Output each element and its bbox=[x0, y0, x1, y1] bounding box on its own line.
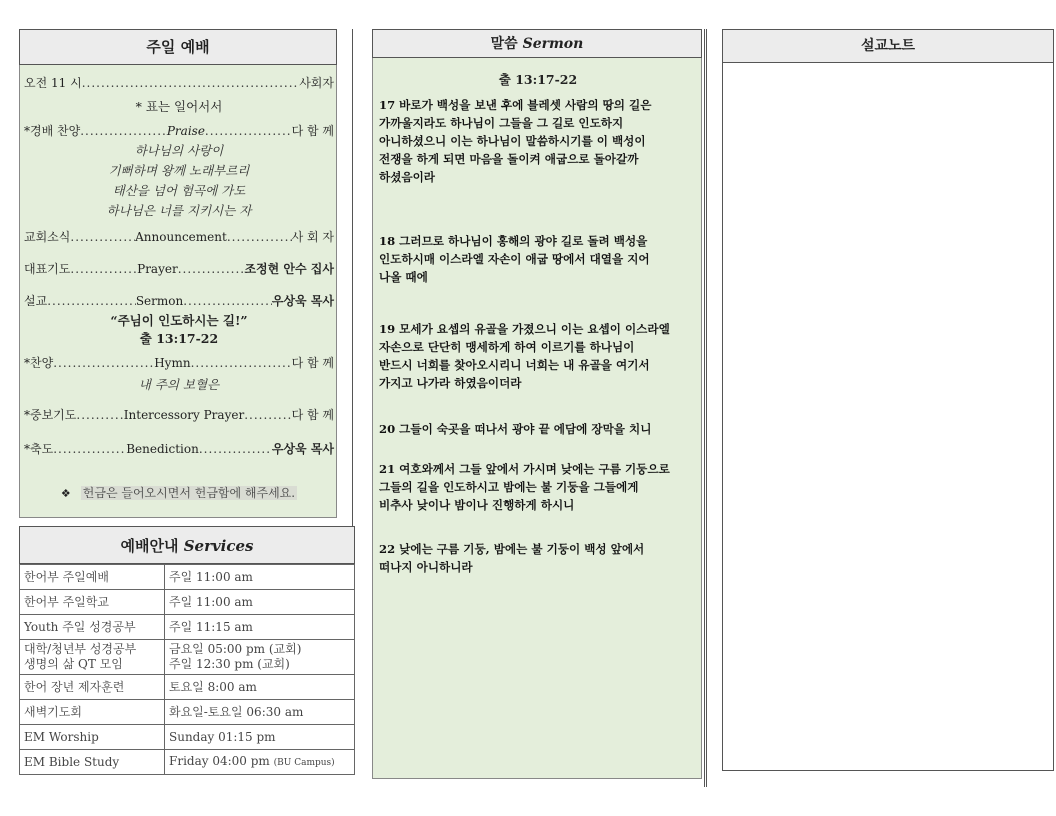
order-item-announcement bbox=[24, 225, 334, 245]
order-item-english: Praise bbox=[166, 124, 205, 138]
sermon-header bbox=[372, 29, 702, 58]
verse-line: 자손으로 단단히 맹세하게 하여 이르기를 하나님이 bbox=[379, 340, 635, 354]
leader-dots bbox=[76, 407, 123, 423]
verse-line: 반드시 너희를 찾아오시리니 너희는 내 유골을 여기서 bbox=[379, 358, 650, 372]
order-item-hymn bbox=[24, 351, 334, 371]
leader-dots bbox=[244, 407, 291, 423]
verse-line: 나올 때에 bbox=[379, 270, 428, 284]
service-time: 주일 11:00 am bbox=[165, 565, 355, 590]
service-name: Youth 주일 성경공부 bbox=[20, 615, 165, 640]
verse-line: 가까울지라도 하나님이 그들을 그 길로 인도하지 bbox=[379, 116, 624, 130]
stand-note: * 표는 일어서서 bbox=[135, 99, 223, 114]
verse-19 bbox=[379, 320, 701, 392]
verse-line: 가지고 나가라 하였음이더라 bbox=[379, 376, 522, 390]
leader-dots bbox=[80, 123, 167, 139]
service-name: 새벽기도회 bbox=[20, 700, 165, 725]
leader-dots bbox=[199, 441, 272, 457]
services-title-en: Services bbox=[183, 537, 254, 555]
order-item-leader: 우상욱 목사 bbox=[271, 294, 334, 308]
service-time: 주일 11:00 am bbox=[165, 590, 355, 615]
leader-dots bbox=[227, 229, 292, 245]
sermon-panel bbox=[372, 58, 702, 779]
verse-line: 인도하시매 이스라엘 자손이 애굽 땅에서 대열을 지어 bbox=[379, 252, 650, 266]
order-item-label: 대표기도 bbox=[24, 262, 71, 276]
service-time: Sunday 01:15 pm bbox=[165, 725, 355, 750]
order-item-label: *경배 찬양 bbox=[24, 124, 81, 138]
service-name: EM Bible Study bbox=[20, 750, 165, 775]
column-divider bbox=[706, 29, 707, 787]
notes-area[interactable] bbox=[722, 63, 1054, 771]
leader-dots bbox=[70, 229, 135, 245]
verse-line: 22 낮에는 구름 기둥, 밤에는 불 기둥이 백성 앞에서 bbox=[379, 542, 645, 556]
worship-header bbox=[19, 29, 337, 65]
order-item-english: Benediction bbox=[126, 442, 199, 456]
order-item-label: 설교 bbox=[24, 294, 48, 308]
order-item-leader: 우상욱 목사 bbox=[271, 442, 334, 456]
order-item-english: Intercessory Prayer bbox=[123, 408, 245, 422]
service-time: 금요일 05:00 pm (교회) bbox=[169, 642, 302, 656]
service-name-cell bbox=[20, 640, 165, 675]
praise-lyric-line: 하나님은 너를 지키시는 자 bbox=[106, 203, 252, 218]
table-row bbox=[20, 615, 355, 640]
leader-dots bbox=[53, 355, 154, 371]
leader-dots bbox=[205, 123, 292, 139]
leader-dots bbox=[70, 261, 137, 277]
table-row bbox=[20, 565, 355, 590]
sermon-title-ko: 말씀 bbox=[490, 36, 518, 52]
order-item-leader: 다 함 께 bbox=[291, 408, 334, 422]
table-row bbox=[20, 640, 355, 675]
service-location: (BU Campus) bbox=[273, 757, 335, 768]
scripture-reference: 출 13:17-22 bbox=[498, 72, 578, 87]
service-name: 생명의 삶 QT 모임 bbox=[24, 657, 123, 671]
service-time: 오전 11 시 bbox=[24, 76, 82, 90]
leader-dots bbox=[191, 355, 292, 371]
service-time: 주일 11:15 am bbox=[165, 615, 355, 640]
service-leader: 사회자 bbox=[299, 76, 334, 90]
praise-lyric-line: 하나님의 사랑이 bbox=[134, 143, 224, 158]
order-item-label: 교회소식 bbox=[24, 230, 71, 244]
worship-title: 주일 예배 bbox=[146, 38, 210, 56]
table-row bbox=[20, 700, 355, 725]
sermon-title: “주님이 인도하시는 길!” bbox=[110, 313, 248, 328]
order-item-leader: 사 회 자 bbox=[291, 230, 334, 244]
order-item-leader: 다 함 께 bbox=[291, 124, 334, 138]
praise-lyric-line: 기뻐하며 왕께 노래부르리 bbox=[108, 163, 250, 178]
verse-line: 비추사 낮이나 밤이나 진행하게 하시니 bbox=[379, 498, 575, 512]
order-item-english: Sermon bbox=[135, 294, 184, 308]
order-item-label: *중보기도 bbox=[24, 408, 77, 422]
verse-line: 그들의 길을 인도하시고 밤에는 불 기둥을 그들에게 bbox=[379, 480, 639, 494]
leader-dots bbox=[47, 293, 136, 309]
order-item-leader: 다 함 께 bbox=[291, 356, 334, 370]
service-name: 한어부 주일예배 bbox=[20, 565, 165, 590]
services-table bbox=[19, 564, 355, 775]
verse-line: 17 바로가 백성을 보낸 후에 블레셋 사람의 땅의 길은 bbox=[379, 98, 652, 112]
sermon-reference: 출 13:17-22 bbox=[139, 331, 219, 346]
leader-dots bbox=[82, 75, 300, 91]
service-time: 화요일-토요일 06:30 am bbox=[165, 700, 355, 725]
table-row bbox=[20, 725, 355, 750]
worship-order-panel bbox=[19, 65, 337, 518]
service-name: EM Worship bbox=[20, 725, 165, 750]
service-time-cell bbox=[165, 750, 355, 775]
table-row bbox=[20, 590, 355, 615]
notes-title: 설교노트 bbox=[860, 38, 916, 54]
order-item-intercessory bbox=[24, 403, 334, 423]
service-time: 토요일 8:00 am bbox=[165, 675, 355, 700]
order-item-benediction bbox=[24, 437, 334, 457]
offering-note bbox=[20, 484, 338, 501]
order-item-prayer bbox=[24, 257, 334, 277]
order-item-label: *찬양 bbox=[24, 356, 54, 370]
order-item-sermon bbox=[24, 289, 334, 309]
verse-22 bbox=[379, 540, 701, 576]
praise-lyric-line: 태산을 넘어 험곡에 가도 bbox=[112, 183, 246, 198]
service-name: 한어 장년 제자훈련 bbox=[20, 675, 165, 700]
verse-17 bbox=[379, 96, 701, 186]
verse-line: 아니하셨으니 이는 하나님이 말씀하시기를 이 백성이 bbox=[379, 134, 646, 148]
verse-line: 18 그러므로 하나님이 홍해의 광야 길로 돌려 백성을 bbox=[379, 234, 648, 248]
service-name: 한어부 주일학교 bbox=[20, 590, 165, 615]
service-time-cell bbox=[165, 640, 355, 675]
service-name: 대학/청년부 성경공부 bbox=[24, 642, 137, 656]
diamond-bullet-icon: ❖ bbox=[60, 487, 71, 500]
verse-line: 하셨음이라 bbox=[379, 170, 435, 184]
verse-line: 20 그들이 숙곳을 떠나서 광야 끝 에담에 장막을 치니 bbox=[379, 422, 652, 436]
offering-note-text: 헌금은 들어오시면서 헌금함에 해주세요. bbox=[82, 486, 296, 500]
verse-line: 21 여호와께서 그들 앞에서 가시며 낮에는 구름 기둥으로 bbox=[379, 462, 670, 476]
order-item-leader: 조정현 안수 집사 bbox=[244, 262, 334, 276]
order-item-english: Hymn bbox=[154, 356, 191, 370]
services-title-ko: 예배안내 bbox=[120, 537, 179, 555]
order-item-english: Announcement bbox=[135, 230, 227, 244]
table-row bbox=[20, 750, 355, 775]
hymn-title: 내 주의 보혈은 bbox=[138, 377, 220, 392]
services-header bbox=[19, 526, 355, 564]
leader-dots bbox=[183, 293, 272, 309]
verse-20 bbox=[379, 420, 701, 438]
verse-line: 전쟁을 하게 되면 마음을 돌이켜 애굽으로 돌아갈까 bbox=[379, 152, 639, 166]
order-item-praise bbox=[24, 119, 334, 139]
order-item-english: Prayer bbox=[137, 262, 178, 276]
verse-21 bbox=[379, 460, 701, 514]
column-divider bbox=[352, 29, 353, 526]
sermon-title-en: Sermon bbox=[522, 36, 584, 52]
service-time: 주일 12:30 pm (교회) bbox=[169, 657, 290, 671]
table-row bbox=[20, 675, 355, 700]
service-time-row bbox=[24, 71, 334, 91]
verse-line: 19 모세가 요셉의 유골을 가졌으니 이는 요셉이 이스라엘 bbox=[379, 322, 670, 336]
service-time: Friday 04:00 pm bbox=[169, 753, 270, 768]
notes-header bbox=[722, 29, 1054, 63]
leader-dots bbox=[53, 441, 126, 457]
verse-18 bbox=[379, 232, 701, 286]
verse-line: 떠나지 아니하니라 bbox=[379, 560, 473, 574]
column-divider bbox=[704, 29, 705, 787]
leader-dots bbox=[178, 261, 245, 277]
order-item-label: *축도 bbox=[24, 442, 54, 456]
